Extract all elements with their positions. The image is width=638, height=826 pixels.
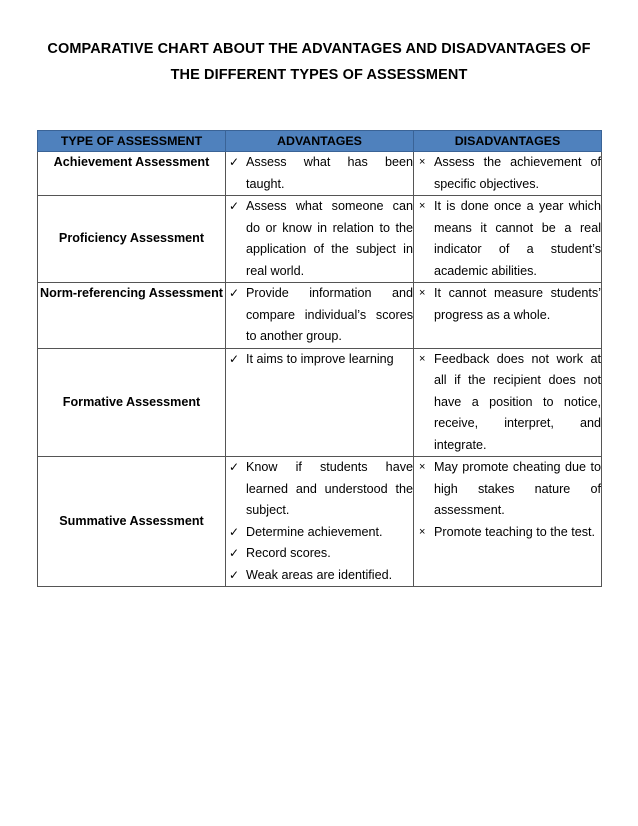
advantages-list	[226, 349, 413, 371]
cross-icon: ×	[419, 352, 426, 365]
disadvantage-item	[414, 349, 601, 457]
page-title	[20, 36, 618, 88]
assessment-type-cell: Summative Assessment	[38, 457, 226, 587]
header-row	[38, 131, 602, 152]
advantages-list	[226, 283, 413, 348]
disadvantages-cell	[414, 283, 602, 349]
title-line-1: COMPARATIVE CHART ABOUT THE ADVANTAGES AND DISADVANTAGES OF	[47, 41, 591, 57]
advantage-item-text: Weak areas are identified.	[246, 567, 393, 582]
assessment-type-cell: Achievement Assessment	[38, 152, 226, 196]
advantages-cell	[226, 283, 414, 349]
assessment-type-cell: Proficiency Assessment	[38, 196, 226, 283]
table-row	[38, 348, 602, 457]
header-advantages: ADVANTAGES	[226, 131, 414, 152]
disadvantage-item-text: Assess the achievement of specific objectives.	[434, 155, 601, 191]
table-row	[38, 457, 602, 587]
disadvantage-item-text: Promote teaching to the test.	[434, 524, 596, 539]
advantages-list	[226, 152, 413, 195]
table-row	[38, 152, 602, 196]
check-icon: ✓	[229, 199, 240, 213]
advantage-item-text: It aims to improve learning	[246, 351, 394, 366]
advantage-item	[226, 522, 413, 544]
advantages-cell	[226, 152, 414, 196]
advantages-cell	[226, 196, 414, 283]
check-icon: ✓	[229, 286, 240, 300]
disadvantages-list	[414, 349, 601, 457]
disadvantage-item-text: It cannot measure students’ progress as a whole.	[434, 286, 601, 322]
disadvantages-list	[414, 152, 601, 195]
advantages-list	[226, 457, 413, 586]
disadvantage-item-text: May promote cheating due to high stakes nature of assessment.	[434, 460, 601, 517]
advantage-item-text: Determine achievement.	[246, 524, 383, 539]
advantages-cell	[226, 348, 414, 457]
check-icon: ✓	[229, 567, 240, 582]
disadvantages-cell	[414, 348, 602, 457]
title-line-2: THE DIFFERENT TYPES OF ASSESSMENT	[170, 67, 468, 83]
advantage-item	[226, 543, 413, 565]
disadvantages-list	[414, 196, 601, 282]
cross-icon: ×	[419, 200, 426, 212]
disadvantages-cell	[414, 196, 602, 283]
disadvantage-item-text: It is done once a year which means it cannot be a real indicator of a student’s academic abilities.	[434, 199, 601, 278]
assessment-type-cell: Norm-referencing Assessment	[38, 283, 226, 349]
disadvantage-item-text: Feedback does not work at all if the recipient does not have a position to notice, receive, interpret, and integrate.	[434, 351, 601, 452]
disadvantage-item	[414, 196, 601, 282]
cross-icon: ×	[419, 461, 426, 473]
disadvantage-item	[414, 522, 601, 544]
advantage-item	[226, 457, 413, 522]
advantage-item-text: Provide information and compare individual’s scores to another group.	[246, 286, 413, 343]
advantage-item-text: Record scores.	[246, 546, 331, 560]
disadvantage-item	[414, 152, 601, 195]
advantage-item-text: Know if students have learned and understood the subject.	[246, 460, 413, 517]
cross-icon: ×	[419, 525, 426, 538]
header-disadvantages: DISADVANTAGES	[414, 131, 602, 152]
header-type: TYPE OF ASSESSMENT	[38, 131, 226, 152]
check-icon: ✓	[229, 351, 240, 366]
disadvantages-list	[414, 283, 601, 326]
advantage-item	[226, 196, 413, 282]
advantages-list	[226, 196, 413, 282]
disadvantages-cell	[414, 152, 602, 196]
advantage-item	[226, 349, 413, 371]
check-icon: ✓	[229, 524, 240, 539]
disadvantages-list	[414, 457, 601, 543]
disadvantage-item	[414, 457, 601, 522]
advantage-item	[226, 283, 413, 348]
table-row	[38, 283, 602, 349]
advantages-cell	[226, 457, 414, 587]
advantage-item-text: Assess what has been taught.	[246, 155, 413, 191]
cross-icon: ×	[419, 156, 426, 168]
check-icon: ✓	[229, 155, 240, 169]
advantage-item	[226, 152, 413, 195]
disadvantages-cell	[414, 457, 602, 587]
advantage-item	[226, 565, 413, 587]
advantage-item-text: Assess what someone can do or know in relation to the application of the subject in real world.	[246, 199, 413, 278]
disadvantage-item	[414, 283, 601, 326]
check-icon: ✓	[229, 546, 240, 560]
assessment-type-cell: Formative Assessment	[38, 348, 226, 457]
table-row	[38, 196, 602, 283]
comparison-table	[37, 130, 602, 587]
cross-icon: ×	[419, 287, 426, 299]
check-icon: ✓	[229, 460, 240, 474]
